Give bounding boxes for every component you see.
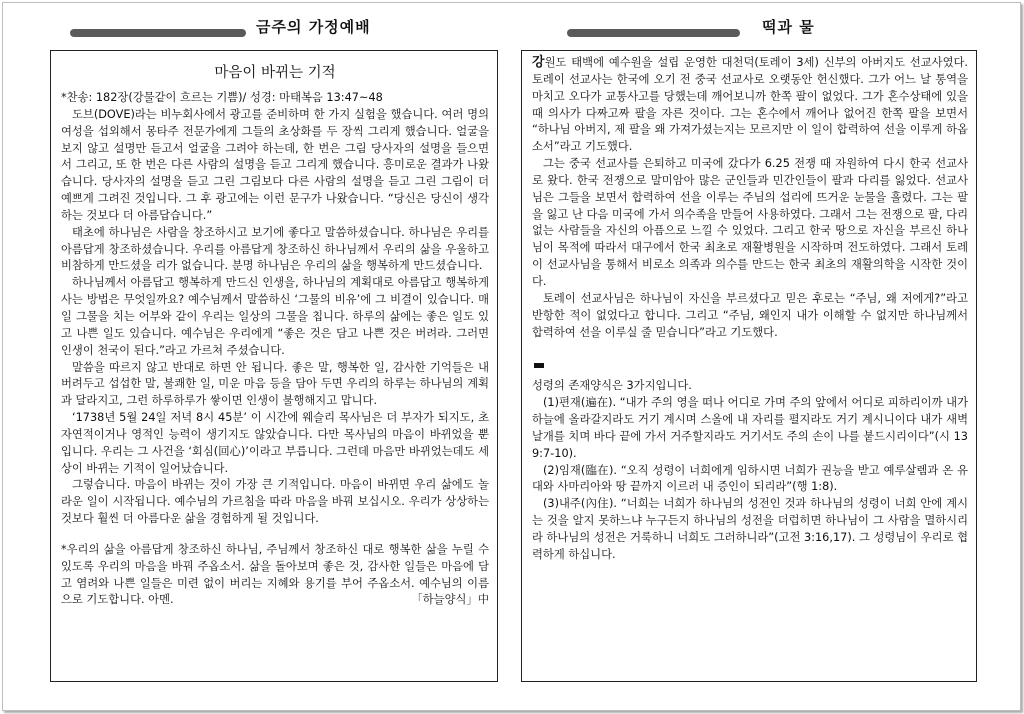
trinity-item: (2)임재(臨在). “오직 성령이 너희에게 임하시면 너희가 권능을 받고 예루살렘과 온 유대와 사마리아와 땅 끝까지 이르러 내 증인이 되리라”(행 1:8). xyxy=(532,463,968,494)
sermon-paragraph: 하나님께서 아름답고 행복하게 만드신 인생을, 하나님의 계획대로 아름답고 행복하게 사는 방법은 무엇일까요? 예수님께서 말씀하신 ‘그물의 비유’에 그 비결이 있습니다. 매일 그물을 치는 어부와 같이 우리는 일상의 그물을 칩니다. 하루의 삶에는 좋은 일도 있고 나쁜 일도 있습니다. 예수님은 우리에게 “좋은 것은 담고 나쁜 것은 버려라. 그러면 인생이 천국이 된다.”라고 가르쳐 주셨습니다. xyxy=(61,276,489,357)
sermon-paragraph: 도브(DOVE)라는 비누회사에서 광고를 준비하며 한 가지 실험을 했습니다. 여러 명의 여성을 섭외해서 몽타주 전문가에게 그들의 초상화를 두 장씩 그리게 했습니다. 얼굴을 보지 않고 설명만 듣고서 얼굴을 그려야 하는데, 한 번은 그림 당사자의 설명을 들으면서 그리고, 또 한 번은 다른 사람의 설명을 듣고 그리게 했습니다. 흥미로운 결과가 나왔습니다. 당사자의 설명을 듣고 그린 그림보다 다른 사람의 설명을 듣고 그린 그림이 더 예쁘게 그려진 것입니다. 그 후 광고에는 이런 문구가 나왔습니다. “당신은 당신이 생각하는 것보다 더 아름답습니다.” xyxy=(61,107,489,222)
section-marker xyxy=(534,363,544,368)
story-paragraph xyxy=(532,55,968,156)
sermon-panel xyxy=(50,50,498,682)
story-paragraph: 그는 중국 선교사를 은퇴하고 미국에 갔다가 6.25 전쟁 때 자원하여 다시 한국 선교사로 왔다. 한국 전쟁으로 말미암아 많은 군인들과 민간인들이 팔과 다리를 잃었다. 선교사님은 그들을 보면서 합력하여 선을 이루는 주님의 섭리에 뜨거운 눈물을 흘렸다. 그는 팔을 잃고 난 다음 미국에 가서 의수족을 만들어 사용하였다. 그래서 그는 전쟁으로 팔, 다리 없는 사람들을 자신의 아픔으로 느낄 수 있었다. 그리고 한국 땅으로 자신을 부르신 하나님이 목적에 따라서 대구에서 한국 최초로 재활병원을 시작하며 전도하였다. 그래서 토레이 선교사님을 통해서 비로소 의족과 의수를 만드는 한국 최초의 재활의학을 시작한 것이다. xyxy=(532,157,968,288)
trinity-item: (3)내주(內住). “너희는 너희가 하나님의 성전인 것과 하나님의 성령이 너희 안에 계시는 것을 알지 못하느냐 누구든지 하나님의 성전을 더럽히면 하나님이 그 사람을 멸하시리라 하나님의 성전은 거룩하니 너희도 그러하니라”(고전 3:16,17). 그 성령님이 우리로 협력하게 하십니다. xyxy=(532,497,968,561)
story-paragraph: 토레이 선교사님은 하나님이 자신을 부르셨다고 믿은 후로는 “주님, 왜 저에게?”라고 반항한 적이 없었다고 합니다. 그리고 “주님, 왜인지 내가 이해할 수 없지만 하나님께서 합력하여 선을 이루실 줄 믿습니다”라고 기도했다. xyxy=(532,291,968,339)
left-header-bar xyxy=(70,29,246,37)
left-header-title: 금주의 가정예배 xyxy=(256,18,371,36)
bread-water-panel xyxy=(521,50,977,682)
trinity-intro: 성령의 존재양식은 3가지입니다. xyxy=(532,379,692,393)
hymn-scripture-line: *찬송: 182장(강물같이 흐르는 기쁨)/ 성경: 마태복음 13:47~48 xyxy=(61,91,383,104)
closing-prayer-text: *우리의 삶을 아름답게 창조하신 하나님, 주님께서 창조하신 대로 행복한 삶을 누릴 수 있도록 우리의 마음을 바꿔 주옵소서. 삶을 돌아보며 좋은 것, 감사한 일들은 마음에 담고 염려와 나쁜 일들은 미련 없이 버리는 지혜와 용기를 부어 주옵소서. 예수님의 이름으로 기도합니다. 아멘. xyxy=(61,542,489,607)
right-header-bar xyxy=(567,29,740,37)
sermon-paragraph: 태초에 하나님은 사람을 창조하시고 보기에 좋다고 말씀하셨습니다. 하나님은 우리를 아름답게 창조하셨습니다. 우리를 아름답게 창조하신 하나님께서 우리의 삶을 우울하고 비참하게 만드셨을 리가 없습니다. 분명 하나님은 우리의 삶을 행복하게 만드셨습니다. xyxy=(61,225,489,273)
right-header-title: 떡과 물 xyxy=(762,18,815,36)
trinity-item: (1)편재(遍在). “내가 주의 영을 떠나 어디로 가며 주의 앞에서 어디로 피하리이까 내가 하늘에 올라갈지라도 거기 계시며 스올에 내 자리를 펼지라도 거기 계시니이다 내가 새벽 날개를 치며 바다 끝에 가서 거주할지라도 거기서도 주의 손이 나를 붙드시리이다”(시 139:7-10). xyxy=(532,396,968,460)
sermon-paragraph: 그렇습니다. 마음이 바뀌는 것이 가장 큰 기적입니다. 마음이 바뀌면 우리 삶에도 놀라운 일이 시작됩니다. 예수님의 가르침을 따라 마음을 바꿔 보십시오. 우리가 상상하는 것보다 훨씬 더 아름다운 삶을 경험하게 될 것입니다. xyxy=(61,478,489,526)
drop-cap: 강 xyxy=(532,55,545,70)
story-paragraph-text: 원도 태백에 예수원을 설립 운영한 대천덕(토레이 3세) 신부의 아버지도 선교사였다. 토레이 선교사는 한국에 오기 전 중국 선교사로 오랫동안 헌신했다. 그가 어느 날 통역을 마치고 오다가 교통사고를 당했는데 깨어보니까 한쪽 팔이 없었다. 그가 혼수상태에 있을 때 의사가 다짜고짜 팔을 자른 것이다. 그는 혼수에서 깨어나 없어진 한쪽 팔을 보면서 “하나님 아버지, 제 팔을 왜 가져가셨는지는 모르지만 이 일이 합력하여 선을 이루게 하옵소서”라고 기도했다. xyxy=(532,56,968,154)
closing-prayer xyxy=(61,542,489,609)
source-credit: 「하늘양식」中 xyxy=(411,593,489,607)
sermon-title: 마음이 바뀌는 기적 xyxy=(214,65,336,81)
sermon-paragraph: ‘1738년 5월 24일 저녁 8시 45분’ 이 시간에 웨슬리 목사님은 더 부자가 되지도, 초자연적이거나 영적인 능력이 생기지도 않았습니다. 다만 목사님의 마음이 바뀌었을 뿐입니다. 우리는 그 사건을 ‘회심(回心)’이라고 부릅니다. 그런데 마음만 바뀌었는데도 세상이 바뀌는 기적이 일어났습니다. xyxy=(61,411,489,475)
sermon-paragraph: 말씀을 따르지 않고 반대로 하면 안 됩니다. 좋은 말, 행복한 일, 감사한 기억들은 내버려두고 섭섭한 말, 불쾌한 일, 미운 마음 등을 담아 두면 우리의 하루는 하나님의 계획과 달라지고, 그런 하루하루가 쌓이면 인생이 불행해지고 맙니다. xyxy=(61,360,489,408)
